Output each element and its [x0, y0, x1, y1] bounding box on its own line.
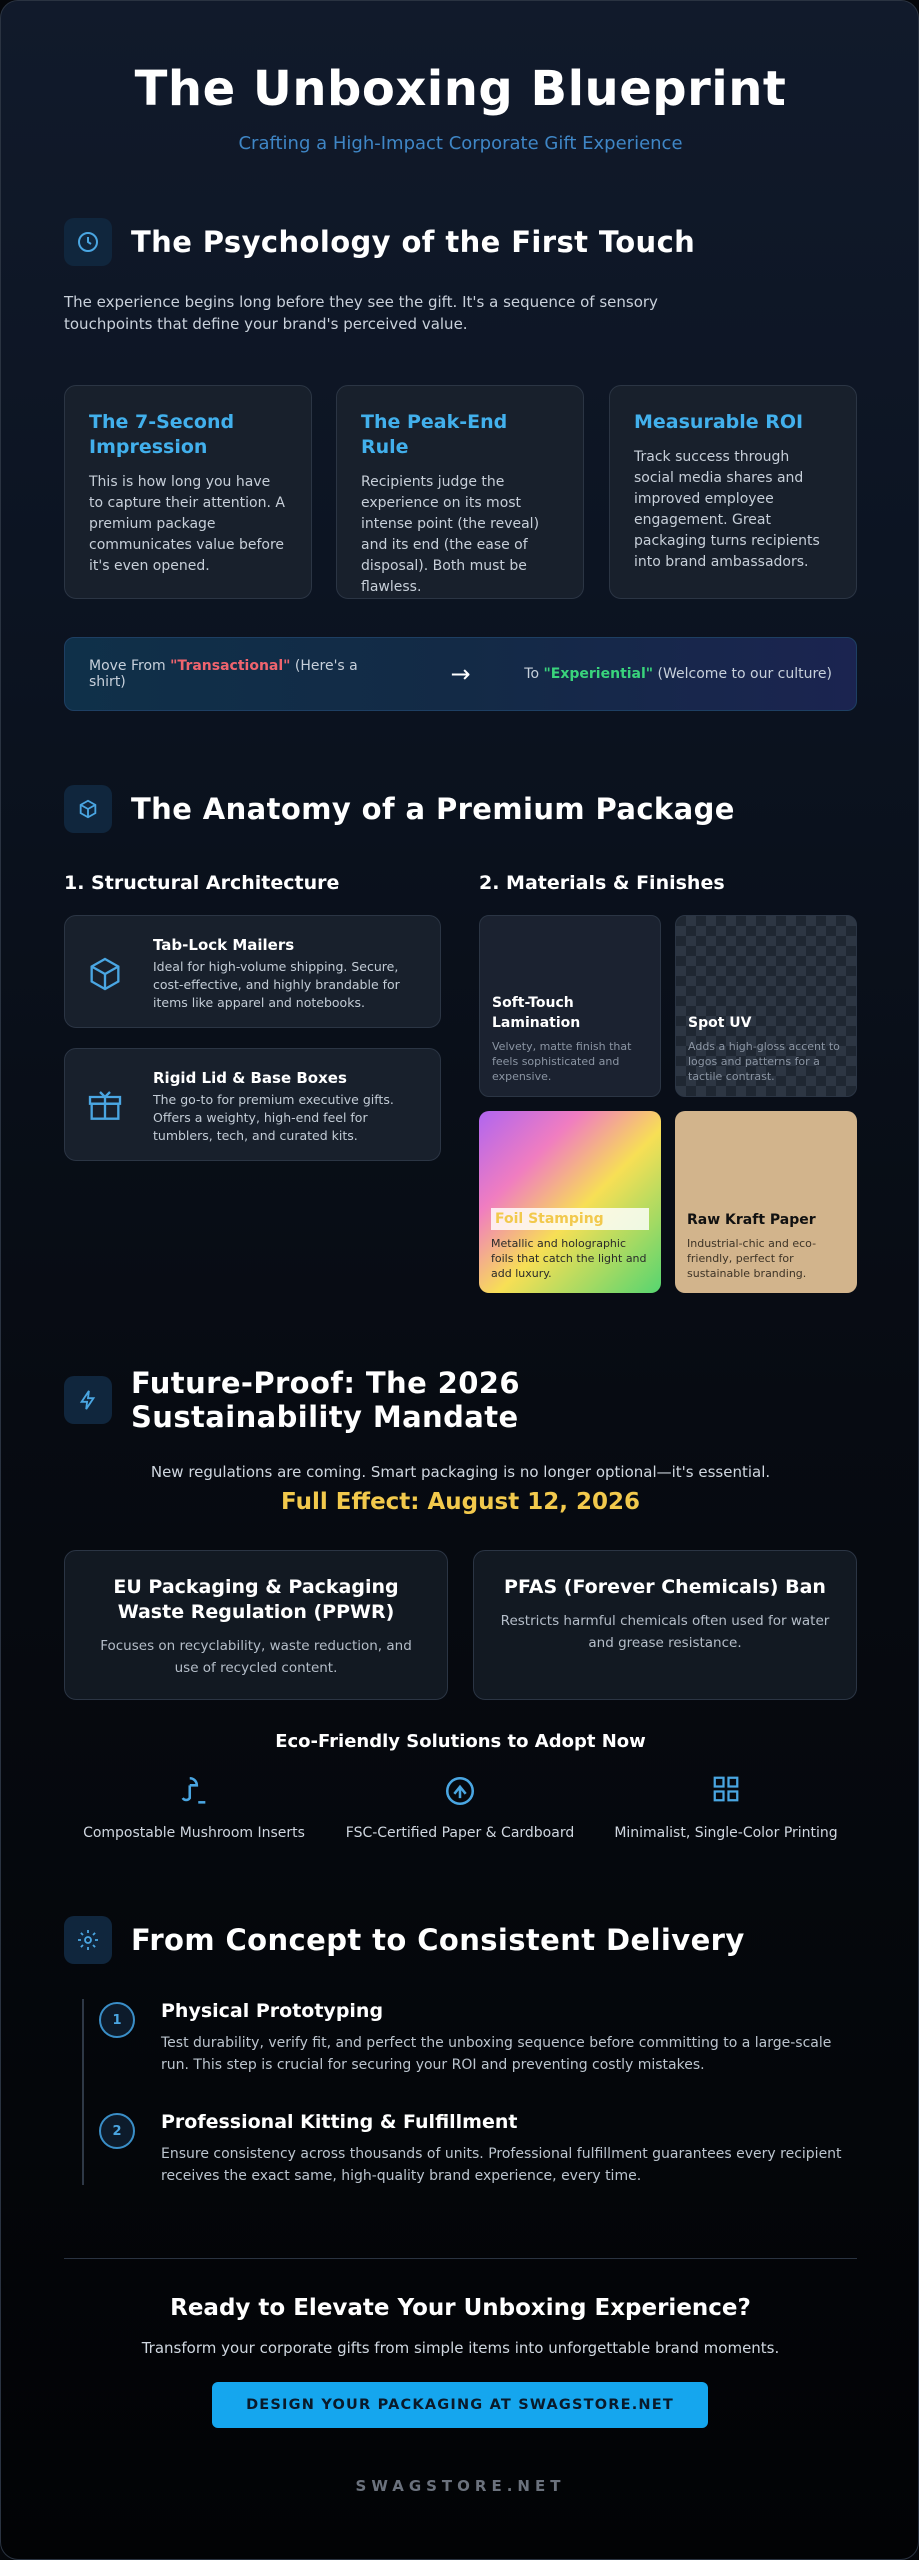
- lightning-icon: [64, 1376, 112, 1424]
- mushroom-icon: [62, 1774, 326, 1812]
- step-title: Physical Prototyping: [161, 2000, 384, 2022]
- mailer-text: Ideal for high-volume shipping. Secure, cost-effective, and highly brandable for items like apparel and notebooks.: [153, 959, 400, 1010]
- banner-right-suffix: (Welcome to our culture): [653, 666, 833, 682]
- kraft-paper-tile: [675, 1111, 857, 1293]
- section-title: The Anatomy of a Premium Package: [131, 792, 735, 826]
- section-psychology-heading: [64, 218, 695, 266]
- page-title: The Unboxing Blueprint: [134, 61, 787, 117]
- eco-heading: Eco-Friendly Solutions to Adopt Now: [275, 1731, 646, 1752]
- effective-date: Full Effect: August 12, 2026: [281, 1489, 640, 1515]
- tile-title: Foil Stamping: [491, 1208, 649, 1230]
- eco-item-mushroom: [62, 1774, 326, 1841]
- banner-left-prefix: Move From: [89, 658, 171, 674]
- mailer-title: Tab-Lock Mailers: [153, 936, 295, 954]
- banner-right-prefix: To: [524, 666, 544, 682]
- timeline-line: [82, 1999, 84, 2185]
- structural-heading: 1. Structural Architecture: [64, 872, 340, 894]
- tile-title: Raw Kraft Paper: [687, 1212, 816, 1228]
- banner-left-highlight: "Transactional": [170, 658, 291, 674]
- banner-right: [523, 666, 832, 682]
- card-roi: [609, 385, 857, 599]
- section-title: The Psychology of the First Touch: [131, 225, 696, 259]
- ppwr-card: [64, 1550, 448, 1700]
- cta-title: Ready to Elevate Your Unboxing Experience?: [170, 2295, 751, 2321]
- cube-icon: [85, 954, 129, 998]
- tile-text: Metallic and holographic foils that catch the light and add luxury.: [491, 1237, 647, 1280]
- reg-title: EU Packaging & Packaging Waste Regulation (PPWR): [113, 1576, 399, 1623]
- footer-brand: SWAGSTORE.NET: [355, 2477, 566, 2495]
- grid-icon: [594, 1774, 858, 1812]
- tile-text: Industrial-chic and eco-friendly, perfect for sustainable branding.: [687, 1237, 817, 1280]
- spot-uv-tile: [675, 915, 857, 1097]
- gear-icon: [64, 1916, 112, 1964]
- rigid-lid-card: [64, 1048, 441, 1161]
- reg-text: Restricts harmful chemicals often used for water and grease resistance.: [500, 1613, 830, 1651]
- card-title: Measurable ROI: [634, 411, 804, 433]
- card-text: Track success through social media shares and improved employee engagement. Great packaging turns recipients into brand ambassadors.: [634, 449, 820, 570]
- divider: [64, 2258, 857, 2259]
- reg-text: Focuses on recyclability, waste reduction, and use of recycled content.: [100, 1638, 412, 1676]
- clock-icon: [64, 218, 112, 266]
- recycle-icon: [328, 1774, 592, 1812]
- soft-touch-tile: [479, 915, 661, 1097]
- card-title: The 7-Second Impression: [89, 411, 235, 458]
- card-title: The Peak-End Rule: [361, 411, 508, 458]
- tile-text: Adds a high-gloss accent to logos and patterns for a tactile contrast.: [688, 1040, 840, 1083]
- section-lead: The experience begins long before they see the gift. It's a sequence of sensory touchpoints that define your brand's perceived value.: [64, 293, 658, 333]
- step-number: 1: [99, 2002, 135, 2038]
- eco-item-minimalist: [594, 1774, 858, 1841]
- tab-lock-mailers-card: [64, 915, 441, 1028]
- open-box-icon: [85, 1087, 129, 1131]
- section-delivery-heading: [64, 1916, 745, 1964]
- eco-label: Minimalist, Single-Color Printing: [614, 1825, 838, 1841]
- card-text: This is how long you have to capture their attention. A premium package communicates value before it's even opened.: [89, 474, 285, 574]
- step-number: 2: [99, 2113, 135, 2149]
- mailer-title: Rigid Lid & Base Boxes: [153, 1069, 347, 1087]
- materials-heading: 2. Materials & Finishes: [479, 872, 725, 894]
- eco-item-fsc: [328, 1774, 592, 1841]
- eco-label: Compostable Mushroom Inserts: [83, 1825, 305, 1841]
- card-7-second: [64, 385, 312, 599]
- sustainability-lead: New regulations are coming. Smart packaging is no longer optional—it's essential.: [150, 1463, 771, 1481]
- pfas-card: [473, 1550, 857, 1700]
- section-anatomy-heading: [64, 785, 735, 833]
- tile-title: Spot UV: [688, 1015, 752, 1031]
- page-subtitle: Crafting a High-Impact Corporate Gift Experience: [238, 133, 683, 154]
- step-text: Ensure consistency across thousands of units. Professional fulfillment guarantees every recipient receives the exact same, high-quality brand experience, every time.: [161, 2146, 842, 2184]
- section-title: Future-Proof: The 2026 Sustainability Mandate: [131, 1366, 520, 1434]
- reg-title: PFAS (Forever Chemicals) Ban: [504, 1576, 826, 1598]
- step-title: Professional Kitting & Fulfillment: [161, 2111, 518, 2133]
- tile-title: Soft-Touch Lamination: [492, 995, 581, 1031]
- section-sustainability-heading: [64, 1366, 751, 1434]
- foil-stamping-tile: [479, 1111, 661, 1293]
- design-packaging-button[interactable]: DESIGN YOUR PACKAGING AT SWAGSTORE.NET: [212, 2382, 708, 2428]
- mailer-text: The go-to for premium executive gifts. Offers a weighty, high-end feel for tumblers, tech, and curated kits.: [153, 1092, 394, 1143]
- transactional-experiential-banner: [64, 637, 857, 711]
- arrow-right-icon: →: [450, 660, 471, 688]
- section-title: From Concept to Consistent Delivery: [131, 1923, 745, 1957]
- card-peak-end: [336, 385, 584, 599]
- step-text: Test durability, verify fit, and perfect the unboxing sequence before committing to a large-scale run. This step is crucial for securing your ROI and preventing costly mistakes.: [161, 2035, 832, 2073]
- box-icon: [64, 785, 112, 833]
- tile-text: Velvety, matte finish that feels sophisticated and expensive.: [492, 1040, 632, 1083]
- banner-right-highlight: "Experiential": [543, 666, 654, 682]
- banner-left-suffix: (Here's a shirt): [89, 658, 358, 690]
- card-text: Recipients judge the experience on its most intense point (the reveal) and its end (the ease of disposal). Both must be flawless.: [361, 474, 540, 595]
- banner-left: [89, 658, 398, 690]
- eco-label: FSC-Certified Paper & Cardboard: [345, 1825, 575, 1841]
- cta-text: Transform your corporate gifts from simple items into unforgettable brand moments.: [141, 2339, 780, 2357]
